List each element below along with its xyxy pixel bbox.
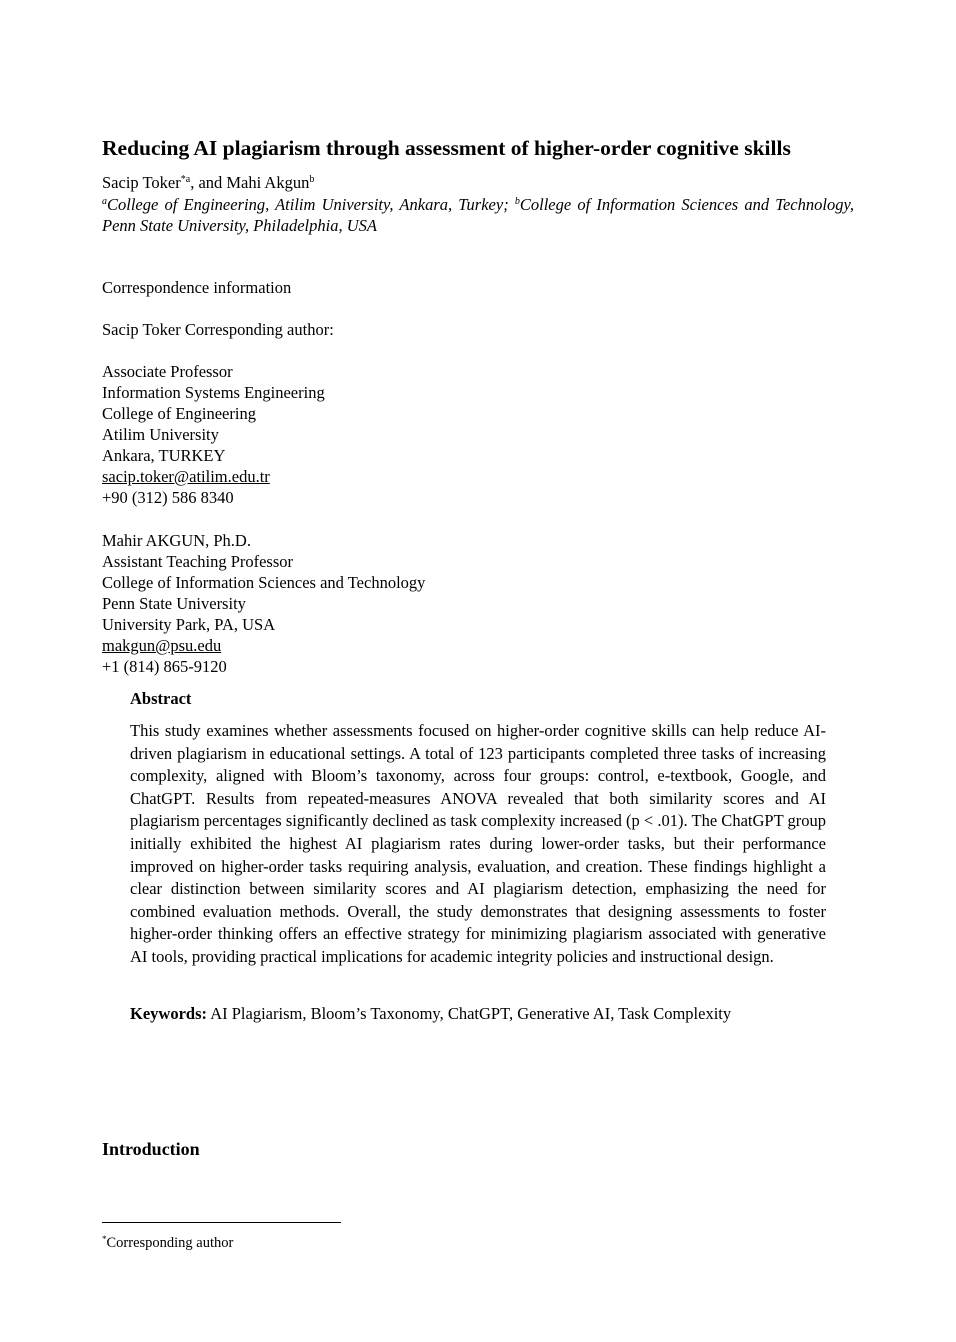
phone-number: +1 (814) 865-9120 [102,657,227,676]
contact-line: College of Engineering [102,404,256,423]
contact-line: Ankara, TURKEY [102,446,226,465]
affiliation-mark: a [102,196,107,207]
contact-line: University Park, PA, USA [102,615,276,634]
author-affiliation-mark: b [309,174,315,185]
contact-line: Associate Professor [102,362,233,381]
abstract-heading: Abstract [130,689,192,708]
author-name: Mahi Akgun [226,173,310,192]
contact-line: Atilim University [102,425,219,444]
email-link[interactable]: makgun@psu.edu [102,636,222,655]
contact-line: College of Information Sciences and Technology [102,573,426,592]
contact-line: Information Systems Engineering [102,383,325,402]
contact-block-akgun [102,530,425,677]
keywords-line [130,1003,731,1025]
author-name: Sacip Toker [102,173,181,192]
footnote-mark: * [102,1234,107,1244]
footnote-text: Corresponding author [106,1235,234,1251]
affiliations [102,194,854,236]
paper-title: Reducing AI plagiarism through assessment of higher-order cognitive skills [102,136,791,160]
abstract-text: This study examines whether assessments focused on higher-order cognitive skills can help reduce AI-driven plagiarism in educational settings. A total of 123 participants completed three tasks of increasing complexity, aligned with Bloom’s taxonomy, across four groups: control, e-textbook, Google, and ChatGPT. Results from repeated-measures ANOVA revealed that both similarity scores and AI plagiarism percentages significantly declined as task complexity increased (p < .01). The ChatGPT group initially exhibited the highest AI plagiarism rates during lower-order tasks, but their performance improved on higher-order tasks requiring analysis, evaluation, and creation. These findings highlight a clear distinction between similarity scores and AI plagiarism detection, emphasizing the need for combined evaluation methods. Overall, the study demonstrates that designing assessments to foster higher-order thinking offers an effective strategy for minimizing plagiarism associated with generative AI tools, providing practical implications for academic integrity policies and instructional design. [130,721,826,966]
affiliation-b: College of Information Sciences and Technology, Penn State University, Philadelphia, USA [102,195,854,235]
contact-line: Penn State University [102,594,246,613]
footnote-divider [102,1222,341,1223]
affiliation-mark: b [514,196,520,207]
correspondence-heading: Correspondence information [102,278,292,297]
affiliation-a: College of Engineering, Atilim University, Ankara, Turkey; [107,195,515,214]
contact-line: Mahir AKGUN, Ph.D. [102,531,251,550]
corresponding-author-line: Sacip Toker Corresponding author: [102,320,334,339]
introduction-heading: Introduction [102,1139,200,1159]
footnote [102,1233,233,1253]
email-link[interactable]: sacip.toker@atilim.edu.tr [102,467,270,486]
phone-number: +90 (312) 586 8340 [102,488,234,507]
keywords-text: AI Plagiarism, Bloom’s Taxonomy, ChatGPT, Generative AI, Task Complexity [207,1004,732,1023]
contact-block-toker [102,361,325,508]
contact-line: Assistant Teaching Professor [102,552,294,571]
author-affiliation-mark: *a [180,174,191,185]
author-line [102,172,314,194]
keywords-label: Keywords: [130,1004,207,1023]
author-joiner: , and [190,173,227,192]
